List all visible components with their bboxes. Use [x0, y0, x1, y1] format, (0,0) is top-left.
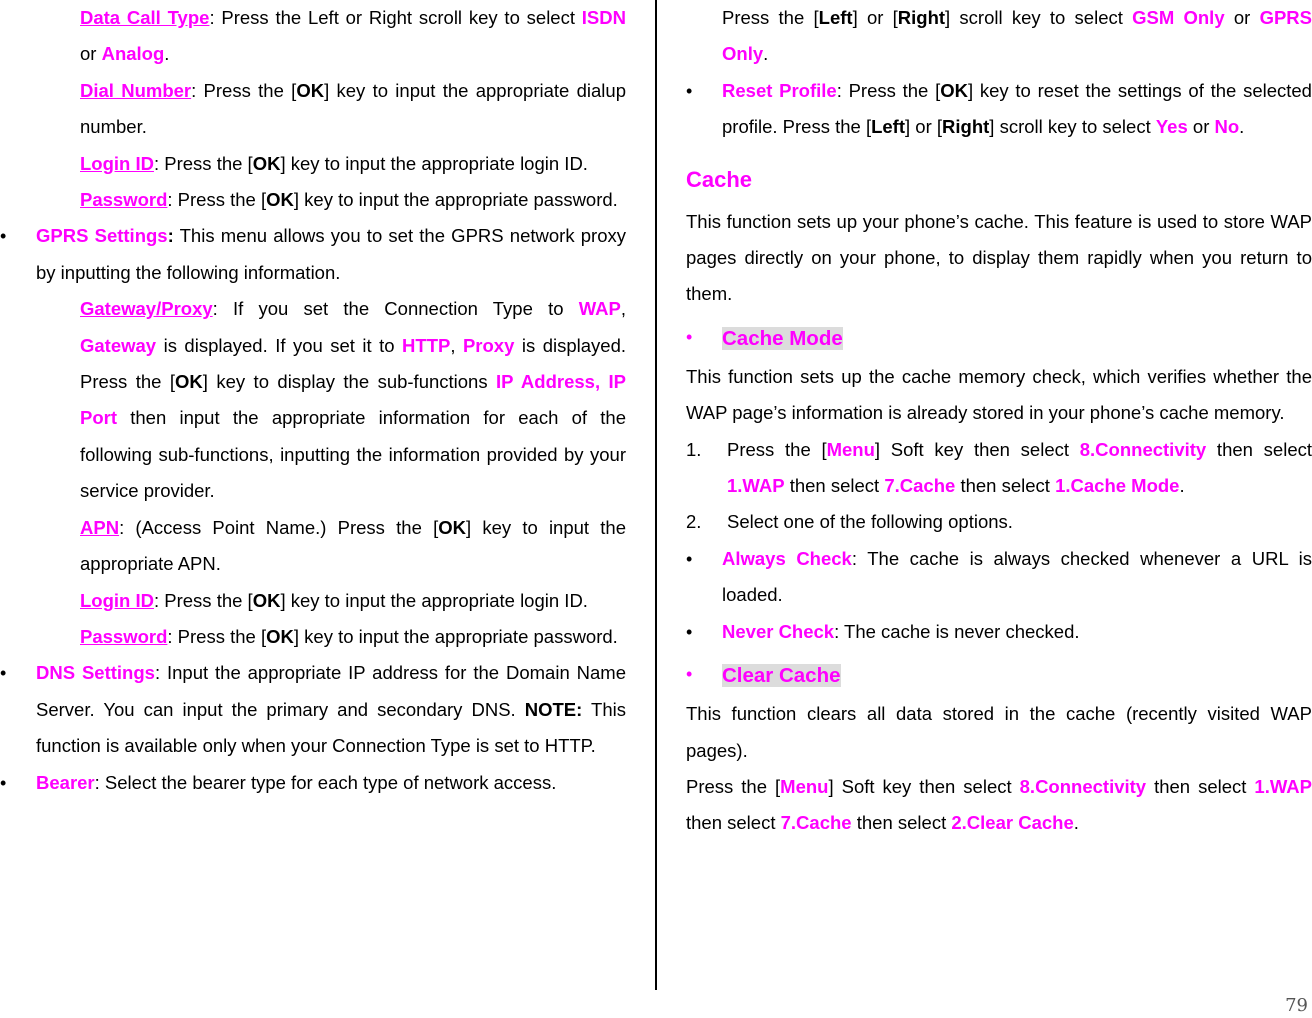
password-item: Password: Press the [OK] key to input the appropriate password.: [80, 189, 618, 211]
left-column: [0, 0, 627, 801]
cache-mode-description: This function sets up the cache memory check, which verifies whether the WAP page’s information is already stored in your phone’s cache memory.: [686, 365, 1312, 424]
login-id-item: Login ID: Press the [OK] key to input the appropriate login ID.: [80, 589, 588, 611]
gprs-settings-item: • GPRS Settings: This menu allows you to set the GPRS network proxy by inputting the following information.: [36, 218, 626, 291]
never-check-item: • Never Check: The cache is never checked.: [686, 614, 1312, 650]
right-column: [686, 0, 1312, 842]
step-1: 1. Press the [Menu] Soft key then select 8.Connectivity then select 1.WAP then select 7.Cache then select 1.Cache Mode.: [686, 438, 1312, 497]
bearer-continuation: Press the [Left] or [Right] scroll key to select GSM Only or GPRS Only.: [722, 7, 1312, 65]
always-check-item: • Always Check: The cache is always checked whenever a URL is loaded.: [686, 541, 1312, 614]
cache-heading: Cache: [686, 166, 753, 192]
bullet-icon: •: [686, 664, 693, 685]
dns-settings-item: • DNS Settings: Input the appropriate IP address for the Domain Name Server. You can input the primary and secondary DNS. NOTE: This function is available only when your Connection Type is set to HTTP.: [36, 655, 626, 764]
bullet-icon: •: [686, 80, 693, 101]
login-id-item: Login ID: Press the [OK] key to input the appropriate login ID.: [80, 152, 588, 174]
dial-number-item: Dial Number: Press the [OK] key to input the appropriate dialup number.: [80, 79, 626, 138]
cache-description: This function sets up your phone’s cache. This feature is used to store WAP pages directly on your phone, to display them rapidly when you return to them.: [686, 210, 1312, 305]
reset-profile-item: • Reset Profile: Press the [OK] key to reset the settings of the selected profile. Press the [Left] or [Right] scroll key to select Yes or No.: [686, 73, 1312, 146]
bullet-icon: •: [0, 226, 7, 247]
clear-cache-description: This function clears all data stored in the cache (recently visited WAP pages).: [686, 703, 1312, 761]
clear-cache-heading: • Clear Cache: [686, 664, 841, 688]
bearer-item: • Bearer: Select the bearer type for each type of network access.: [36, 765, 626, 801]
apn-item: APN: (Access Point Name.) Press the [OK] key to input the appropriate APN.: [80, 516, 626, 575]
bullet-icon: •: [686, 621, 693, 642]
page-number: 79: [1285, 995, 1308, 1016]
bullet-icon: •: [0, 663, 7, 684]
password-item: Password: Press the [OK] key to input the appropriate password.: [80, 625, 618, 647]
bullet-icon: •: [0, 772, 7, 793]
column-divider: [655, 0, 657, 990]
bullet-icon: •: [686, 548, 693, 569]
bullet-icon: •: [686, 326, 693, 347]
clear-cache-steps: Press the [Menu] Soft key then select 8.Connectivity then select 1.WAP then select 7.Cache then select 2.Clear Cache.: [686, 775, 1312, 834]
data-call-type-item: Data Call Type: Press the Left or Right scroll key to select ISDN or Analog.: [80, 7, 626, 65]
cache-mode-heading: • Cache Mode: [686, 326, 843, 350]
step-2: 2. Select one of the following options.: [686, 511, 1013, 533]
gateway-proxy-item: Gateway/Proxy: If you set the Connection Type to WAP, Gateway is displayed. If you set it to HTTP, Proxy is displayed. Press the [OK] key to display the sub-functions IP Address, IP Port then input the appropriate information for each of the following sub-functions, inputting the information provided by your service provider.: [80, 298, 627, 502]
